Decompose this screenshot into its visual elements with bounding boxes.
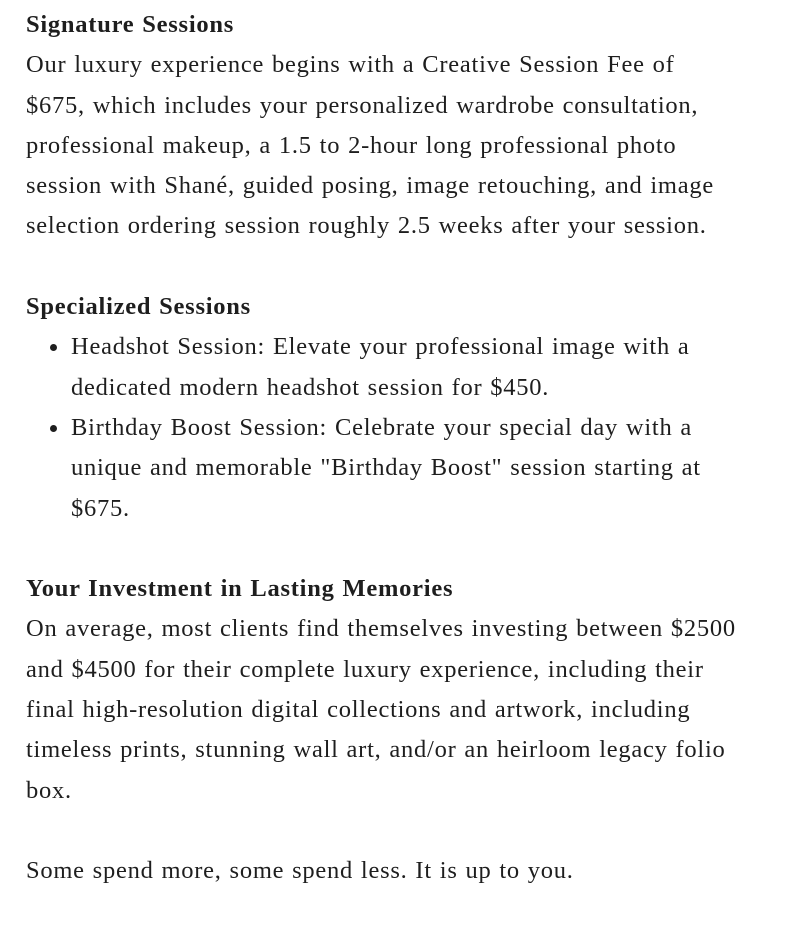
signature-sessions-description: Our luxury experience begins with a Creative Session Fee of $675, which includes your personalized wardrobe consultation, professional makeup, a 1.5 to 2-hour long professional photo session with Shané, guided posing, image retouching, and image selection ordering session roughly 2.5 weeks after your session.	[26, 51, 714, 240]
bullet-icon	[50, 425, 57, 432]
specialized-sessions-section	[26, 287, 766, 529]
list-item-text: Birthday Boost Session: Celebrate your special day with a unique and memorable "Birthday Boost" session starting at $675.	[71, 413, 701, 522]
closing-statement: Some spend more, some spend less. It is up to you.	[26, 857, 574, 885]
specialized-sessions-heading: Specialized Sessions	[26, 293, 251, 321]
pricing-content	[26, 5, 766, 892]
section-spacer	[26, 247, 766, 287]
section-spacer	[26, 529, 766, 569]
section-spacer	[26, 811, 766, 851]
list-item-birthday-boost-session	[26, 408, 746, 529]
investment-heading: Your Investment in Lasting Memories	[26, 575, 454, 603]
investment-description: On average, most clients find themselves investing between $2500 and $4500 for their complete luxury experience, including their final high-resolution digital collections and artwork, including timeless prints, stunning wall art, and/or an heirloom legacy folio box.	[26, 615, 736, 804]
signature-sessions-heading: Signature Sessions	[26, 11, 235, 38]
specialized-sessions-list	[26, 327, 766, 528]
list-item-text: Headshot Session: Elevate your professional image with a dedicated modern headshot session for $450.	[71, 333, 690, 401]
bullet-icon	[50, 344, 57, 351]
investment-section	[26, 569, 766, 811]
signature-sessions-section	[26, 5, 766, 247]
list-item-headshot-session	[26, 327, 746, 408]
